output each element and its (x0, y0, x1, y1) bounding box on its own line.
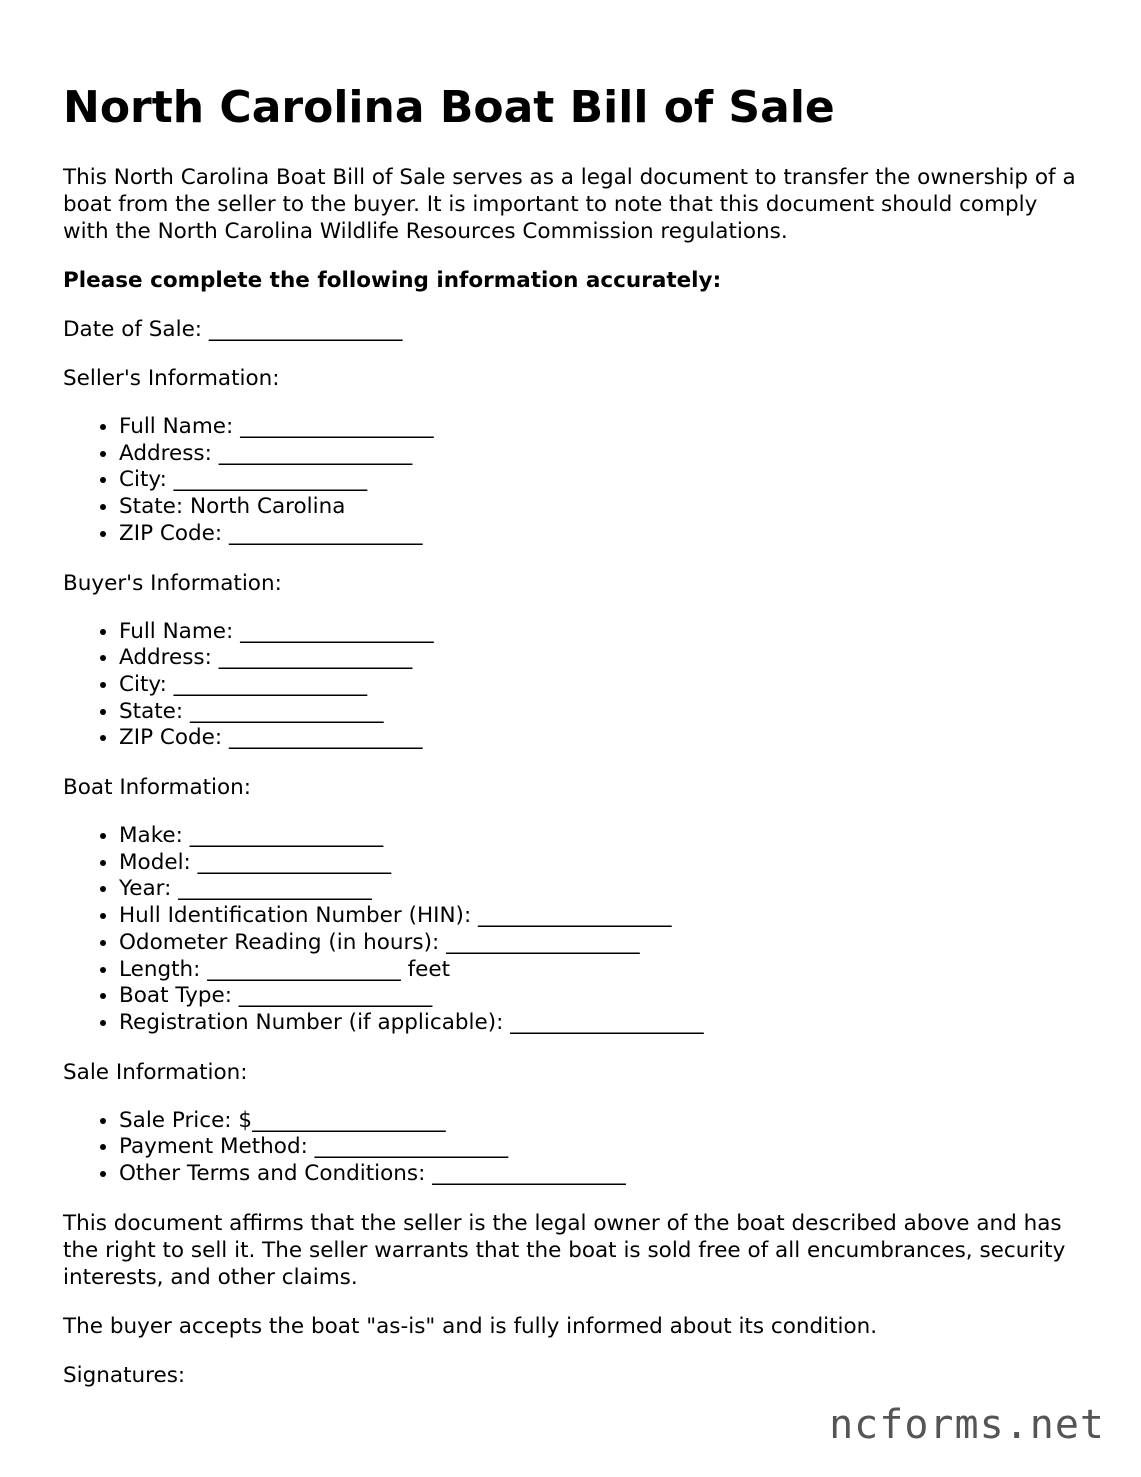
intro-paragraph: This North Carolina Boat Bill of Sale serves as a legal document to transfer the ownership of a boat from the seller to the buyer. It is important to note that this document should comply with the North Carolina Wildlife Resources Commission regulations. (63, 165, 1076, 244)
other-terms-field: • Other Terms and Conditions: __________________ (119, 1161, 1083, 1188)
boat-model-field: • Model: __________________ (119, 850, 1083, 877)
document-page (63, 80, 1083, 1411)
boat-year-field: • Year: __________________ (119, 876, 1083, 903)
boat-info-list (63, 823, 1083, 1037)
seller-address-field: • Address: __________________ (119, 441, 1083, 468)
payment-method-field: • Payment Method: __________________ (119, 1134, 1083, 1161)
watermark-logo: ncforms.net (829, 1402, 1105, 1448)
document-title: North Carolina Boat Bill of Sale (63, 82, 835, 133)
boat-hin-field: • Hull Identification Number (HIN): __________________ (119, 903, 1083, 930)
boat-section-heading: Boat Information: (63, 775, 252, 801)
seller-full-name-field: • Full Name: __________________ (119, 414, 1083, 441)
sale-section-heading: Sale Information: (63, 1059, 248, 1085)
sale-price-field: • Sale Price: $__________________ (119, 1108, 1083, 1135)
buyer-state-field: • State: __________________ (119, 699, 1083, 726)
buyer-section-heading: Buyer's Information: (63, 570, 282, 596)
sale-info-list (63, 1108, 1083, 1188)
affirmation-paragraph: This document affirms that the seller is the legal owner of the boat described above and has the right to sell it. The seller warrants that the boat is sold free of all encumbrances, security interests, and other claims. (63, 1210, 1066, 1290)
boat-length-field: • Length: __________________ feet (119, 957, 1083, 984)
as-is-paragraph: The buyer accepts the boat "as-is" and is fully informed about its condition. (63, 1313, 878, 1339)
seller-zip-field: • ZIP Code: __________________ (119, 521, 1083, 548)
instruction-text: Please complete the following information accurately: (63, 268, 722, 293)
boat-registration-field: • Registration Number (if applicable): __________________ (119, 1010, 1083, 1037)
seller-state-field: • State: North Carolina (119, 494, 1083, 521)
buyer-zip-field: • ZIP Code: __________________ (119, 725, 1083, 752)
signatures-heading: Signatures: (63, 1362, 186, 1388)
buyer-city-field: • City: __________________ (119, 672, 1083, 699)
buyer-full-name-field: • Full Name: __________________ (119, 619, 1083, 646)
boat-type-field: • Boat Type: __________________ (119, 983, 1083, 1010)
buyer-address-field: • Address: __________________ (119, 645, 1083, 672)
seller-info-list (63, 414, 1083, 548)
seller-city-field: • City: __________________ (119, 467, 1083, 494)
date-of-sale-field: Date of Sale: __________________ (63, 317, 403, 342)
seller-section-heading: Seller's Information: (63, 366, 280, 391)
boat-odometer-field: • Odometer Reading (in hours): __________________ (119, 930, 1083, 957)
boat-make-field: • Make: __________________ (119, 823, 1083, 850)
buyer-info-list (63, 619, 1083, 753)
